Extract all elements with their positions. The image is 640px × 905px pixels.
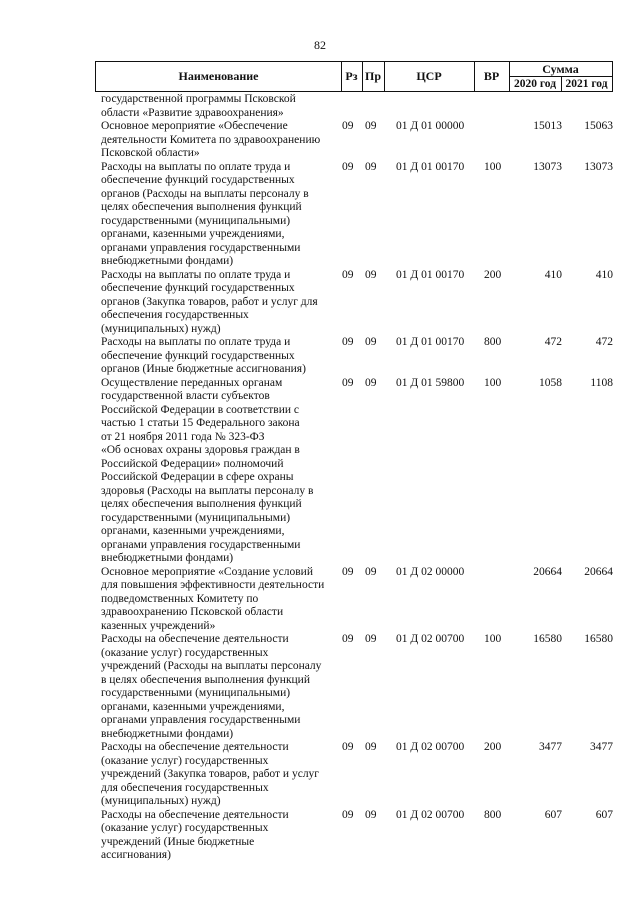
cell-csr: 01 Д 01 00170 <box>396 160 465 173</box>
header-year-2021: 2021 год <box>565 78 608 90</box>
table-row <box>0 93 640 120</box>
table-row <box>0 377 640 566</box>
cell-pr: 09 <box>365 808 377 821</box>
cell-pr: 09 <box>365 160 377 173</box>
cell-s2020: 13073 <box>533 160 562 173</box>
header-year-2020: 2020 год <box>513 78 557 90</box>
cell-s2021: 15063 <box>584 120 613 132</box>
cell-s2020: 410 <box>544 268 562 281</box>
cell-rz: 09 <box>342 336 354 348</box>
cell-name: Осуществление переданных органам государственной власти субъектов Российской Федерации в соответствии с частью 1 статьи 15 Федерального закона от 21 ноября 2011 года № 323-ФЗ «Об основах охраны здоровья граждан в Российской Федерации» полномочий Российской Федерации в сфере охраны здоровья (Расходы на выплаты персоналу в целях обеспечения выполнения функций государственными (муниципальными) органами, казенными учреждениями, органами управления государственными внебюджетными фондами) <box>101 376 314 564</box>
header-name: Наименование <box>178 69 259 83</box>
cell-csr: 01 Д 01 00170 <box>396 336 465 348</box>
cell-s2020: 607 <box>544 808 562 821</box>
cell-s2021: 13073 <box>584 160 613 173</box>
cell-s2020: 472 <box>544 336 562 348</box>
cell-vr: 200 <box>484 741 502 753</box>
table-row <box>0 161 640 269</box>
cell-pr: 09 <box>365 120 377 132</box>
cell-s2021: 1108 <box>590 376 613 389</box>
cell-pr: 09 <box>365 633 377 645</box>
cell-vr: 100 <box>484 376 502 389</box>
header-summa: Сумма <box>542 62 579 76</box>
cell-name: государственной программы Псковской области «Развитие здравоохранения» <box>101 93 296 119</box>
cell-name: Расходы на выплаты по оплате труда и обеспечение функций государственных органов (Закупка товаров, работ и услуг для обеспечения государственных (муниципальных) нужд) <box>101 268 318 335</box>
cell-rz: 09 <box>342 741 354 753</box>
header-summa-group <box>509 62 612 91</box>
cell-s2021: 20664 <box>584 565 613 578</box>
cell-name: Расходы на обеспечение деятельности (оказание услуг) государственных учреждений (Иные бюджетные ассигнования) <box>101 808 289 861</box>
cell-name: Расходы на обеспечение деятельности (оказание услуг) государственных учреждений (Расходы на выплаты персоналу в целях обеспечения выполнения функций государственными (муниципальными) органами, казенными учреждениями, органами управления государственными внебюджетными фондами) <box>101 633 322 740</box>
cell-name: Расходы на выплаты по оплате труда и обеспечение функций государственных органов (Иные бюджетные ассигнования) <box>101 336 306 375</box>
table-row <box>0 633 640 741</box>
cell-pr: 09 <box>365 336 377 348</box>
cell-csr: 01 Д 02 00700 <box>396 808 465 821</box>
cell-pr: 09 <box>365 565 377 578</box>
cell-rz: 09 <box>342 160 354 173</box>
cell-csr: 01 Д 01 00170 <box>396 268 465 281</box>
cell-csr: 01 Д 01 00000 <box>396 120 465 132</box>
cell-s2021: 472 <box>595 336 613 348</box>
cell-vr: 800 <box>484 336 502 348</box>
cell-csr: 01 Д 02 00000 <box>396 565 465 578</box>
cell-pr: 09 <box>365 268 377 281</box>
cell-s2021: 607 <box>595 808 613 821</box>
cell-pr: 09 <box>365 741 377 753</box>
cell-csr: 01 Д 01 59800 <box>396 376 465 389</box>
header-vr: ВР <box>483 69 500 83</box>
cell-name: Основное мероприятие «Обеспечение деятельности Комитета по здравоохранению Псковской области» <box>101 120 321 159</box>
header-rz: Рз <box>345 69 358 83</box>
cell-vr: 800 <box>484 808 502 821</box>
cell-s2020: 15013 <box>533 120 562 132</box>
cell-s2020: 20664 <box>533 565 562 578</box>
cell-s2021: 410 <box>595 268 613 281</box>
cell-pr: 09 <box>365 376 377 389</box>
cell-name: Основное мероприятие «Создание условий для повышения эффективности деятельности подведомственных Комитету по здравоохранению Псковской области казенных учреждений» <box>101 565 325 632</box>
table-row <box>0 809 640 863</box>
cell-s2020: 3477 <box>539 741 562 753</box>
cell-rz: 09 <box>342 268 354 281</box>
cell-name: Расходы на выплаты по оплате труда и обеспечение функций государственных органов (Расходы на выплаты персоналу в целях обеспечения выполнения функций государственными (муниципальными) органами, казенными учреждениями, органами управления государственными внебюджетными фондами) <box>101 160 309 267</box>
page-number: 82 <box>314 38 326 52</box>
cell-s2020: 16580 <box>533 633 562 645</box>
cell-s2020: 1058 <box>539 376 562 389</box>
header-pr: Пр <box>364 69 381 83</box>
cell-rz: 09 <box>342 376 354 389</box>
table-row <box>0 269 640 337</box>
table-row <box>0 120 640 161</box>
cell-vr: 200 <box>484 268 502 281</box>
header-csr: ЦСР <box>416 69 442 83</box>
cell-rz: 09 <box>342 565 354 578</box>
cell-s2021: 3477 <box>590 741 613 753</box>
cell-csr: 01 Д 02 00700 <box>396 633 465 645</box>
cell-rz: 09 <box>342 120 354 132</box>
table-row <box>0 336 640 377</box>
cell-vr: 100 <box>484 160 502 173</box>
cell-vr: 100 <box>484 633 502 645</box>
table-row <box>0 741 640 809</box>
table-row <box>0 566 640 634</box>
table-header <box>95 61 613 92</box>
cell-s2021: 16580 <box>584 633 613 645</box>
cell-name: Расходы на обеспечение деятельности (оказание услуг) государственных учреждений (Закупка товаров, работ и услуг для обеспечения государственных (муниципальных) нужд) <box>101 741 320 807</box>
cell-rz: 09 <box>342 808 354 821</box>
table-body <box>0 93 640 863</box>
cell-rz: 09 <box>342 633 354 645</box>
cell-csr: 01 Д 02 00700 <box>396 741 465 753</box>
